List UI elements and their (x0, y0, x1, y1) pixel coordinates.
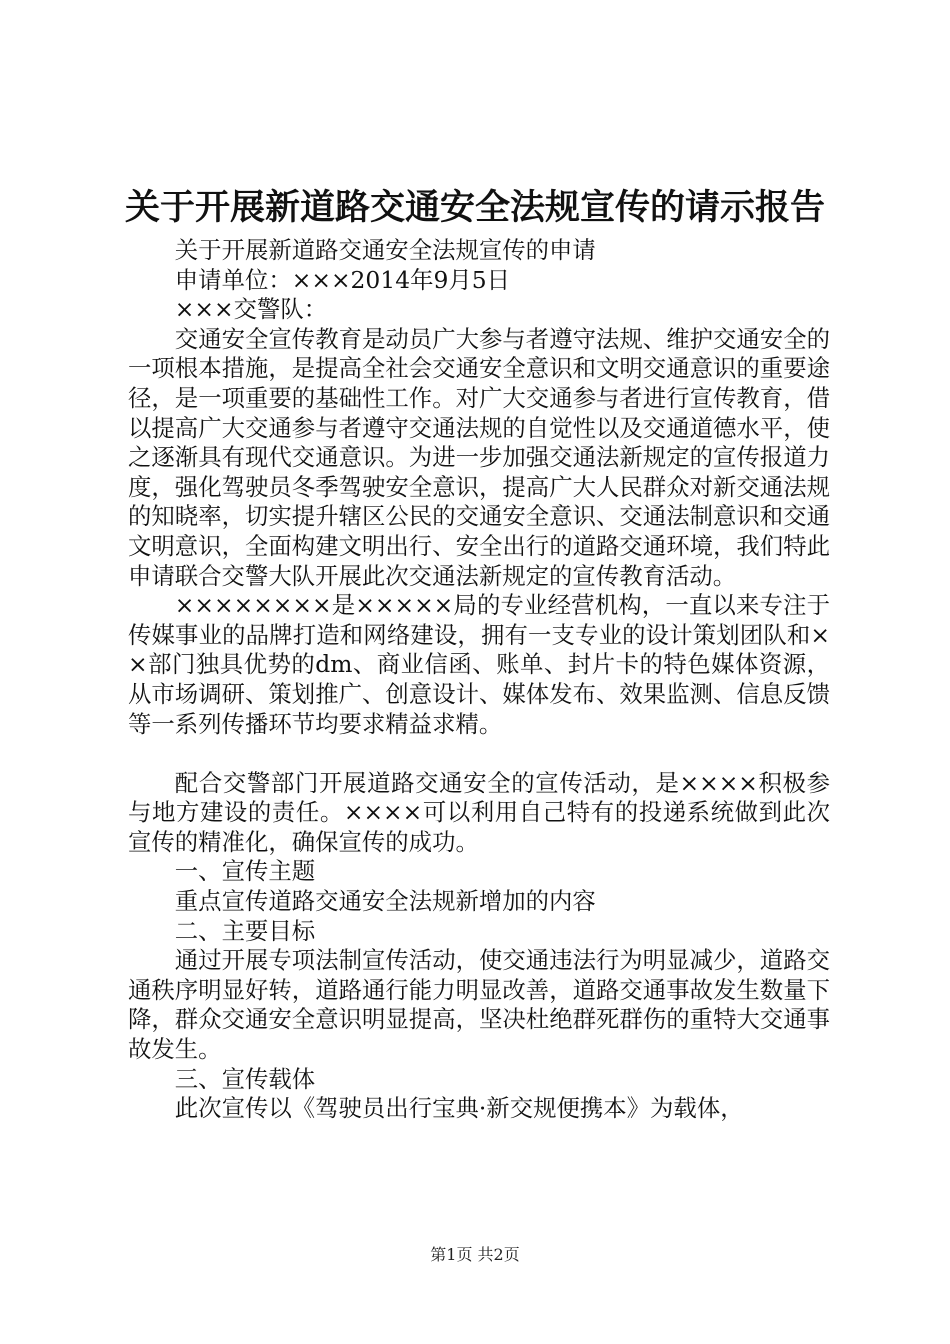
paragraph-spacer (128, 739, 830, 769)
section-heading-carrier: 三、宣传载体 (174, 1064, 316, 1093)
section-text-carrier: 此次宣传以《驾驶员出行宝典·新交规便携本》为载体， (174, 1094, 744, 1123)
section-text-theme: 重点宣传道路交通安全法规新增加的内容 (174, 887, 596, 916)
section-heading-theme: 一、宣传主题 (174, 857, 316, 886)
body-paragraph-organization: ××××××××是×××××局的专业经营机构，一直以来专注于传媒事业的品牌打造和网络建设，拥有一支专业的设计策划团队和××部门独具优势的dm、商业信函、账单、封片卡的特色媒体资源，从市场调研、策划推广、创意设计、媒体发布、效果监测、信息反馈等一系列传播环节均要求精益求精。 (128, 591, 830, 738)
applicant-line: 申请单位：×××2014年9月5日 (174, 265, 511, 294)
section-heading-goals: 二、主要目标 (174, 916, 316, 945)
document-title: 关于开展新道路交通安全法规宣传的请示报告 (124, 188, 825, 228)
subtitle-line: 关于开展新道路交通安全法规宣传的申请 (174, 236, 596, 264)
body-paragraph-cooperation: 配合交警部门开展道路交通安全的宣传活动，是××××积极参与地方建设的责任。××××可以利用自己特有的投递系统做到此次宣传的精准化，确保宣传的成功。 (128, 768, 830, 856)
page-number: 第1页 共2页 (430, 1245, 520, 1264)
section-text-goals: 通过开展专项法制宣传活动，使交通违法行为明显减少，道路交通秩序明显好转，道路通行能力明显改善，道路交通事故发生数量下降，群众交通安全意识明显提高，坚决杜绝群死群伤的重特大交通事故发生。 (128, 946, 830, 1064)
document-body (128, 236, 830, 1124)
addressee-line: ×××交警队： (174, 295, 328, 324)
body-paragraph-intro: 交通安全宣传教育是动员广大参与者遵守法规、维护交通安全的一项根本措施，是提高全社会交通安全意识和文明交通意识的重要途径，是一项重要的基础性工作。对广大交通参与者进行宣传教育，借以提高广大交通参与者遵守交通法规的自觉性以及交通道德水平，使之逐渐具有现代交通意识。为进一步加强交通法新规定的宣传报道力度，强化驾驶员冬季驾驶安全意识，提高广大人民群众对新交通法规的知晓率，切实提升辖区公民的交通安全意识、交通法制意识和交通文明意识，全面构建文明出行、安全出行的道路交通环境，我们特此申请联合交警大队开展此次交通法新规定的宣传教育活动。 (128, 324, 830, 590)
